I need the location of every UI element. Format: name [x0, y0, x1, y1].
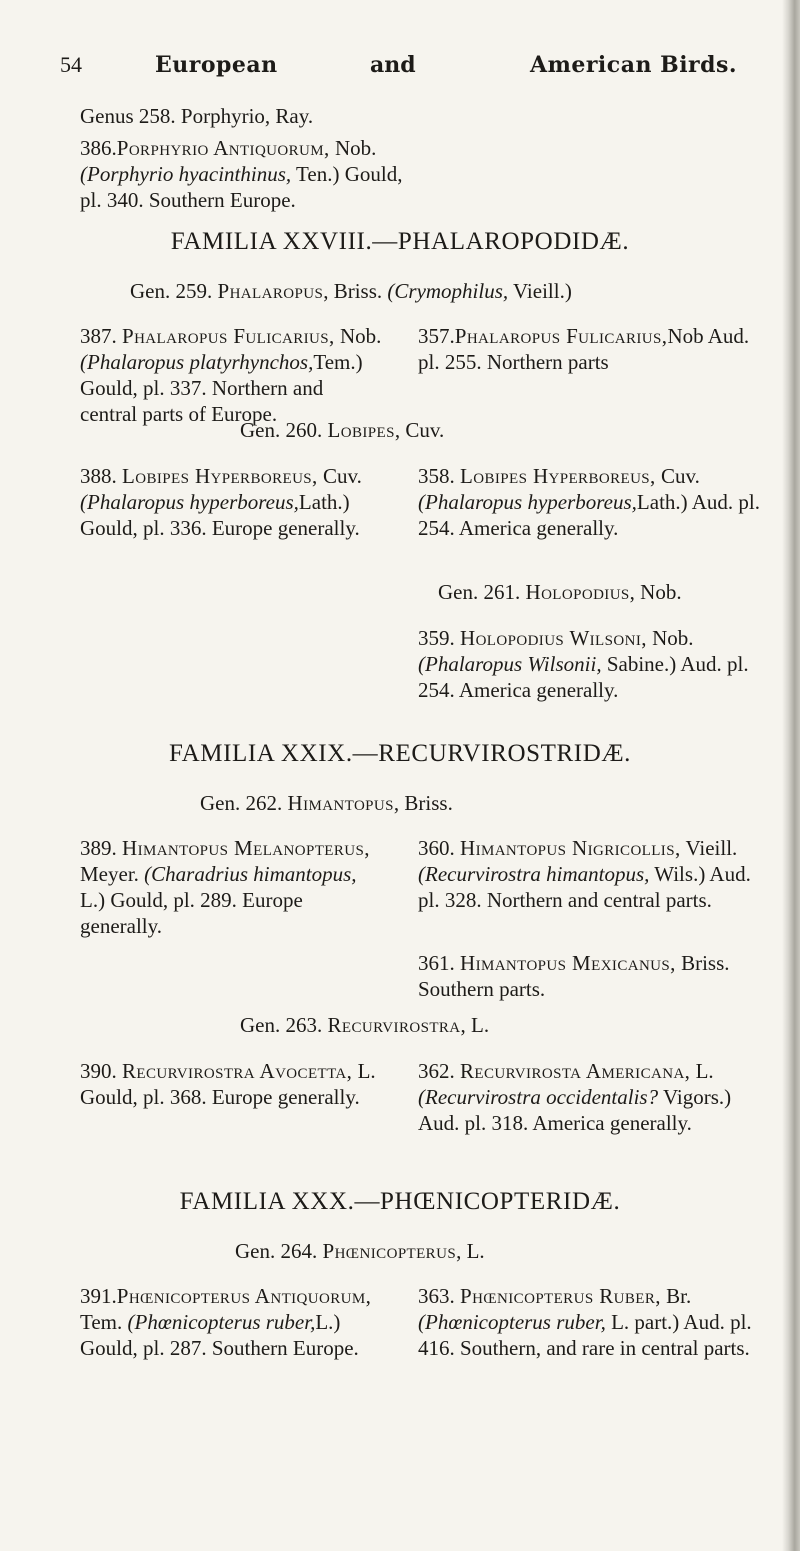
- entry-390: 390. Recurvirostra Avocetta, L. Gould, pl. 368. Europe generally.: [80, 1059, 376, 1109]
- entry-391: 391.Phœnicopterus Antiquorum, Tem. (Phœnicopterus ruber,L.) Gould, pl. 287. Southern Europe.: [80, 1284, 372, 1360]
- gen-263-heading: Gen. 263. Recurvirostra, L.: [240, 1013, 490, 1037]
- entry-360: 360. Himantopus Nigricollis, Vieill. (Recurvirostra himantopus, Wils.) Aud. pl. 328. Northern and central parts.: [418, 836, 751, 912]
- entry-357: 357.Phalaropus Fulicarius,Nob Aud. pl. 255. Northern parts: [418, 324, 750, 374]
- gen-262-heading: Gen. 262. Himantopus, Briss.: [200, 791, 453, 815]
- entry-361: 361. Himantopus Mexicanus, Briss. Southern parts.: [418, 951, 730, 1001]
- gen-261-heading: Gen. 261. Holopodius, Nob.: [438, 580, 682, 604]
- entry-358: 358. Lobipes Hyperboreus, Cuv. (Phalaropus hyperboreus,Lath.) Aud. pl. 254. America generally.: [418, 464, 760, 540]
- page-edge-shadow: [782, 0, 800, 1551]
- header-word-and: and: [370, 52, 416, 78]
- familia-xxx-heading: FAMILIA XXX.—PHŒNICOPTERIDÆ.: [179, 1188, 621, 1215]
- entry-388: 388. Lobipes Hyperboreus, Cuv. (Phalaropus hyperboreus,Lath.) Gould, pl. 336. Europe generally.: [80, 464, 362, 540]
- page-number: 54: [60, 52, 82, 77]
- familia-xxix-heading: FAMILIA XXIX.—RECURVIROSTRIDÆ.: [168, 740, 632, 767]
- entry-363: 363. Phœnicopterus Ruber, Br. (Phœnicopterus ruber, L. part.) Aud. pl. 416. Southern, and rare in central parts.: [418, 1284, 752, 1360]
- entry-359: 359. Holopodius Wilsoni, Nob. (Phalaropus Wilsonii, Sabine.) Aud. pl. 254. America generally.: [418, 626, 749, 702]
- genus-258-heading: Genus 258. Porphyrio, Ray.: [80, 104, 314, 128]
- gen-260-heading: Gen. 260. Lobipes, Cuv.: [240, 418, 445, 442]
- entry-386: 386.Porphyrio Antiquorum, Nob. (Porphyrio hyacinthinus, Ten.) Gould, pl. 340. Southern Europe.: [80, 136, 403, 212]
- running-header: [60, 52, 760, 92]
- genus-258-block: [80, 103, 410, 213]
- header-word-american-birds: American Birds.: [530, 52, 738, 78]
- gen-259-heading: Gen. 259. Phalaropus, Briss. (Crymophilus, Vieill.): [130, 279, 572, 303]
- entry-362: 362. Recurvirosta Americana, L. (Recurvirostra occidentalis? Vigors.) Aud. pl. 318. America generally.: [418, 1059, 732, 1135]
- entry-387: 387. Phalaropus Fulicarius, Nob. (Phalaropus platyrhynchos,Tem.) Gould, pl. 337. Northern and central parts of Europe.: [80, 324, 382, 426]
- entry-389: 389. Himantopus Melanopterus, Meyer. (Charadrius himantopus, L.) Gould, pl. 289. Europe generally.: [80, 836, 370, 938]
- familia-xxviii-heading: FAMILIA XXVIII.—PHALAROPODIDÆ.: [170, 228, 630, 255]
- gen-264-heading: Gen. 264. Phœnicopterus, L.: [235, 1239, 485, 1263]
- header-word-european: European: [155, 52, 278, 78]
